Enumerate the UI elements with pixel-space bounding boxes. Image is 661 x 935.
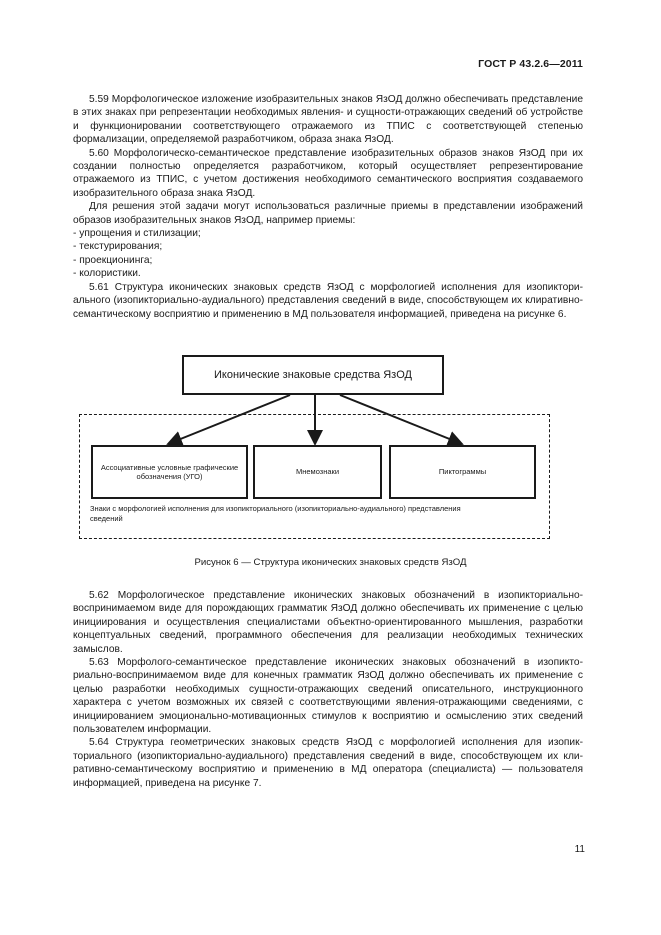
list-item: - текстурирования; [73,241,163,253]
page-number: 11 [574,844,585,855]
figure-6-diagram [0,355,661,570]
list-item: - упрощения и стилизации; [73,228,201,240]
dashed-group-label: Знаки с морфологией исполнения для изопикториального (изопикториально-аудиального) представления сведений [90,504,461,523]
mnemo-signs-box: Мнемознаки [253,445,382,499]
list-item: - проекционинга; [73,254,153,266]
paragraph-techniques-intro: Для решения этой задачи могут использоваться различные приемы в представлении изображений образов изобразительных знаков ЯзОД, например приемы: [73,201,583,226]
main-category-box: Иконические знаковые средства ЯзОД [182,355,444,395]
paragraph-5-63: 5.63 Морфолого-семантическое представление иконических знаковых обозначений в изопикториально-воспринимаемом виде для конечных грамматик ЯзОД должно обеспечивать их применение с целью разработки необходимых сущности-отражающих сведений описательного, инструкционного характера с учетом возможных их связей с соответствующими явления-отражающими сведениями, с инициированием эмоционально-мотивационных стимулов к восприятию и осмыслению этих сведений пользователем информации. [73,657,583,736]
paragraph-5-62: 5.62 Морфологическое представление иконических знаковых обозначений в изопикториально-воспринимаемом виде для порождающих грамматик ЯзОД должно обеспечивать их применение с целью инициирования и осуществления специалистами объектно-ориентированного мышления, разработки концептуальных сведений, программного обеспечения для реализации необходимых технических замыслов. [73,590,583,655]
techniques-list [73,227,583,281]
paragraph-5-60: 5.60 Морфологическо-семантическое представление изобразительных образов знаков ЯзОД при их создании полностью определяется разработчиком, который осуществляет репрезентирование отражаемого из ТПИС, с учетом достижения необходимого семантического восприятия создаваемого изобразительного образа знака ЯзОД. [73,147,583,199]
document-code-header: ГОСТ Р 43.2.6—2011 [478,58,583,70]
body-text-bottom [73,589,583,790]
paragraph-5-59: 5.59 Морфологическое изложение изобразительных знаков ЯзОД должно обеспечивать представление в этих знаках при репрезентации необходимых явления- и сущности-отражающих сведений об устройстве и функционировании соответствующего отражаемого из ТПИС с соответствующей степенью формализации, определяемой разработчиком, образа знака ЯзОД. [73,94,583,146]
paragraph-5-64: 5.64 Структура геометрических знаковых средств ЯзОД с морфологией исполнения для изопикториального (изопикториально-аудиального) представления сведений в виде, способствующем их клиративно-семантическому восприятию и применению в МД оператора (специалиста) — пользователя информацией, приведена на рисунке 7. [73,737,583,789]
ugo-box: Ассоциативные условные графические обозначения (УГО) [91,445,248,499]
figure-caption: Рисунок 6 — Структура иконических знаковых средств ЯзОД [194,557,467,568]
body-text-top [73,93,583,321]
list-item: - колористики. [73,268,141,280]
paragraph-5-61: 5.61 Структура иконических знаковых средств ЯзОД с морфологией исполнения для изопикториального (изопикториально-аудиального) представления сведений в виде, способствующем их клиративно-семантическому восприятию и применению в МД пользователя информацией, приведена на рисунке 6. [73,281,583,320]
pictograms-box: Пиктограммы [389,445,536,499]
